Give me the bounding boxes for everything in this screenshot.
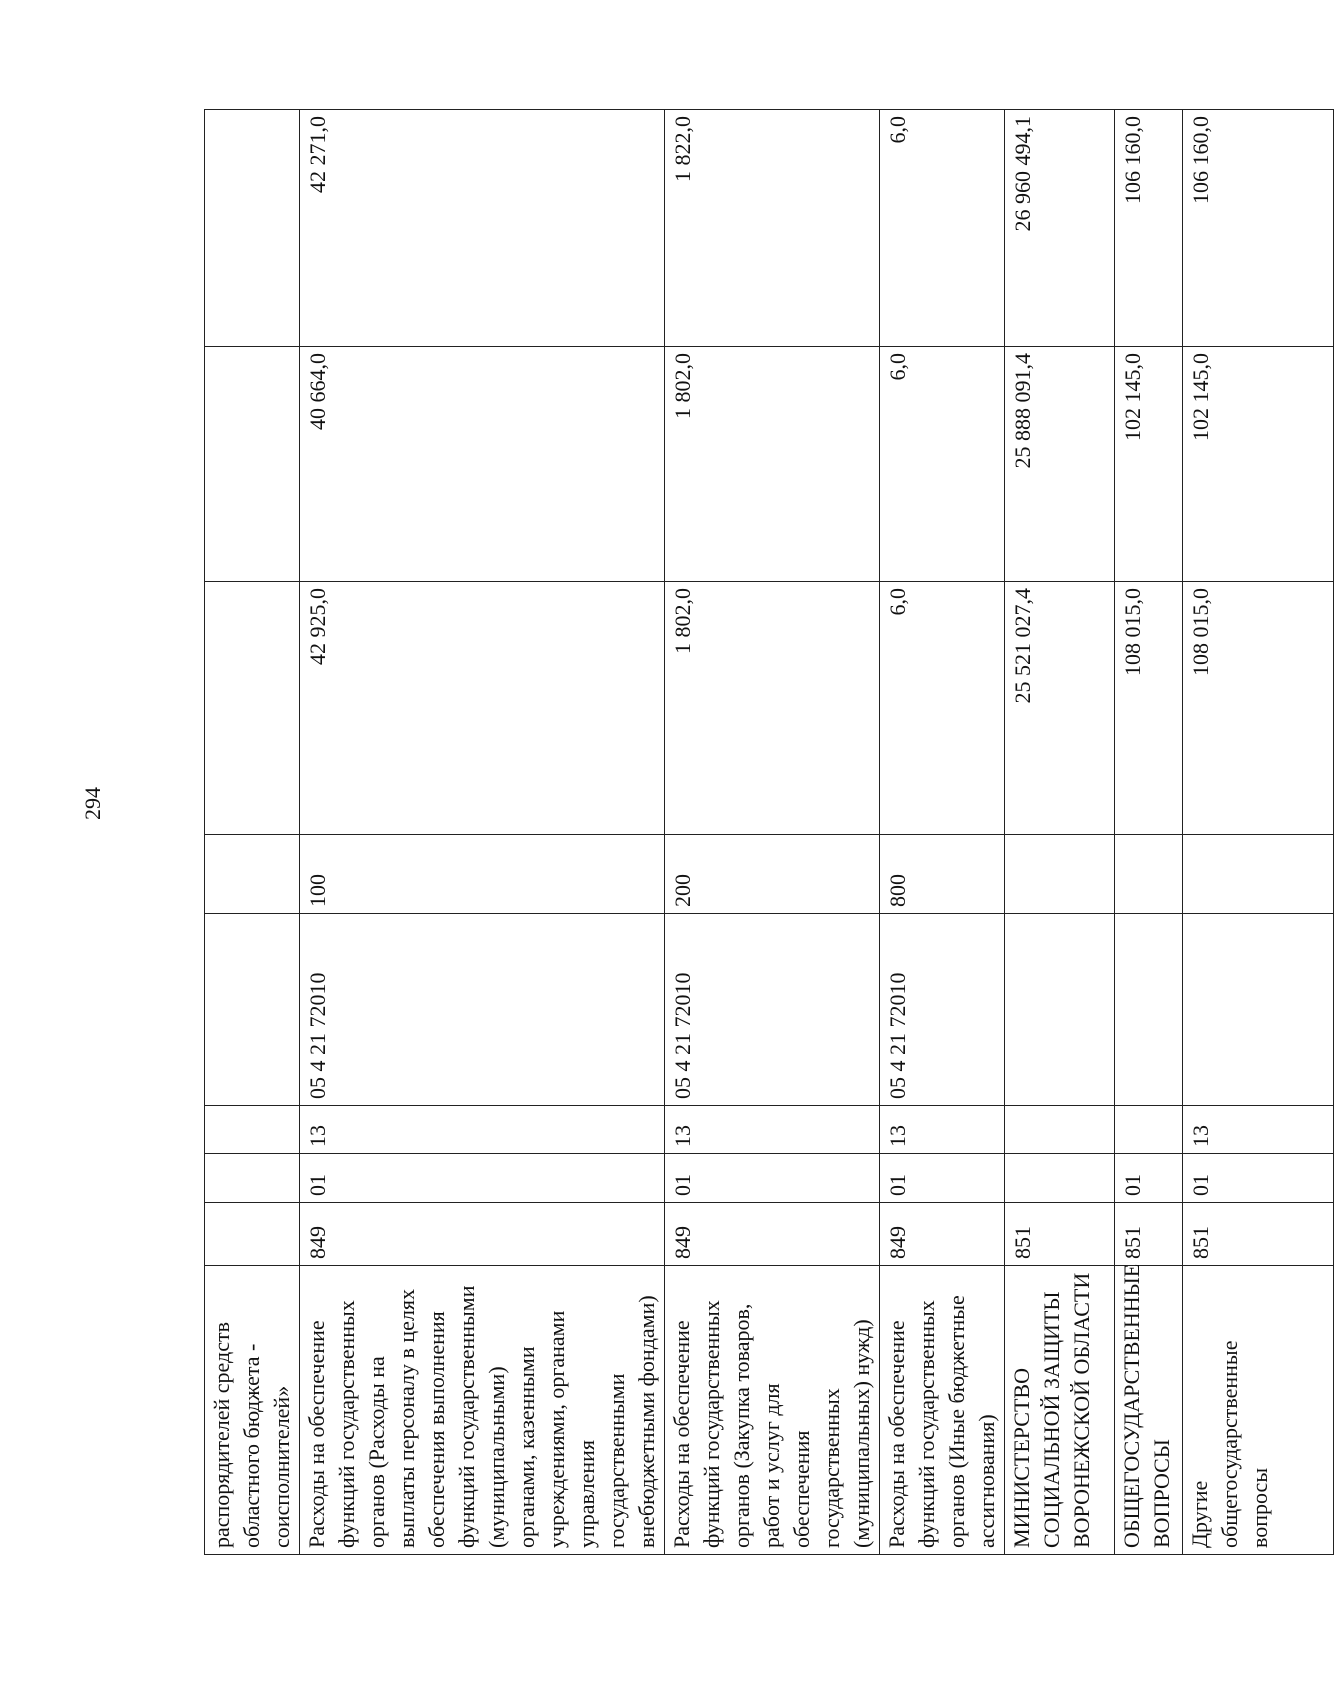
row-name: Расходы на обеспечение функций государственных органов (Иные бюджетные ассигнования) <box>880 1266 1005 1555</box>
grbs-cell: 849 <box>880 1203 1005 1266</box>
csr-cell <box>205 914 300 1106</box>
vr-cell: 200 <box>665 835 880 914</box>
grbs-cell: 849 <box>300 1203 665 1266</box>
value-cell-3: 106 160,0 <box>1183 110 1334 347</box>
value-cell-2: 102 145,0 <box>1183 347 1334 582</box>
value-cell-2: 1 802,0 <box>665 347 880 582</box>
pr-cell <box>1115 1106 1183 1154</box>
vr-cell <box>1183 835 1334 914</box>
row-name: Другие общегосударственные вопросы <box>1183 1266 1334 1555</box>
value-cell-2: 40 664,0 <box>300 347 665 582</box>
vr-cell: 800 <box>880 835 1005 914</box>
value-cell-1 <box>205 582 300 835</box>
grbs-cell <box>205 1203 300 1266</box>
rz-cell <box>205 1154 300 1203</box>
table-row <box>880 110 1005 1555</box>
pr-cell: 13 <box>665 1106 880 1154</box>
value-cell-1: 108 015,0 <box>1183 582 1334 835</box>
grbs-cell: 851 <box>1183 1203 1334 1266</box>
value-cell-3: 106 160,0 <box>1115 110 1183 347</box>
value-cell-1: 42 925,0 <box>300 582 665 835</box>
row-name: Расходы на обеспечение функций государственных органов (Закупка товаров, работ и услуг для обеспечения государственных (муниципальных) нужд) <box>665 1266 880 1555</box>
row-name: распорядителей средств областного бюджета - соисполнителей» <box>205 1266 300 1555</box>
vr-cell <box>205 835 300 914</box>
csr-cell: 05 4 21 72010 <box>880 914 1005 1106</box>
csr-cell <box>1115 914 1183 1106</box>
csr-cell <box>1183 914 1334 1106</box>
grbs-cell: 851 <box>1115 1203 1183 1266</box>
rz-cell <box>1005 1154 1115 1203</box>
value-cell-1: 25 521 027,4 <box>1005 582 1115 835</box>
value-cell-2: 25 888 091,4 <box>1005 347 1115 582</box>
csr-cell: 05 4 21 72010 <box>300 914 665 1106</box>
row-name: Расходы на обеспечение функций государственных органов (Расходы на выплаты персоналу в целях обеспечения выполнения функций государственными (муниципальными) органами, казенными учреждениями, органами управления государственными внебюджетными фондами) <box>300 1266 665 1555</box>
pr-cell: 13 <box>880 1106 1005 1154</box>
value-cell-2: 6,0 <box>880 347 1005 582</box>
grbs-cell: 851 <box>1005 1203 1115 1266</box>
csr-cell <box>1005 914 1115 1106</box>
table-row <box>665 110 880 1555</box>
row-name: ОБЩЕГОСУДАРСТВЕННЫЕ ВОПРОСЫ <box>1115 1266 1183 1555</box>
table-row <box>300 110 665 1555</box>
value-cell-2 <box>205 347 300 582</box>
value-cell-3: 42 271,0 <box>300 110 665 347</box>
vr-cell <box>1115 835 1183 914</box>
rz-cell: 01 <box>300 1154 665 1203</box>
pr-cell: 13 <box>1183 1106 1334 1154</box>
budget-table <box>204 109 1334 1555</box>
vr-cell <box>1005 835 1115 914</box>
pr-cell <box>1005 1106 1115 1154</box>
table-row <box>1005 110 1115 1555</box>
value-cell-1: 6,0 <box>880 582 1005 835</box>
table-row <box>1115 110 1183 1555</box>
csr-cell: 05 4 21 72010 <box>665 914 880 1106</box>
value-cell-3: 6,0 <box>880 110 1005 347</box>
pr-cell <box>205 1106 300 1154</box>
value-cell-3 <box>205 110 300 347</box>
grbs-cell: 849 <box>665 1203 880 1266</box>
vr-cell: 100 <box>300 835 665 914</box>
budget-table-container <box>204 110 1272 1555</box>
rz-cell: 01 <box>665 1154 880 1203</box>
rz-cell: 01 <box>1115 1154 1183 1203</box>
table-row <box>1183 110 1334 1555</box>
value-cell-2: 102 145,0 <box>1115 347 1183 582</box>
value-cell-3: 26 960 494,1 <box>1005 110 1115 347</box>
pr-cell: 13 <box>300 1106 665 1154</box>
row-name: МИНИСТЕРСТВО СОЦИАЛЬНОЙ ЗАЩИТЫ ВОРОНЕЖСКОЙ ОБЛАСТИ <box>1005 1266 1115 1555</box>
value-cell-3: 1 822,0 <box>665 110 880 347</box>
table-row <box>205 110 300 1555</box>
value-cell-1: 108 015,0 <box>1115 582 1183 835</box>
page-number: 294 <box>80 787 105 820</box>
rz-cell: 01 <box>880 1154 1005 1203</box>
rz-cell: 01 <box>1183 1154 1334 1203</box>
value-cell-1: 1 802,0 <box>665 582 880 835</box>
